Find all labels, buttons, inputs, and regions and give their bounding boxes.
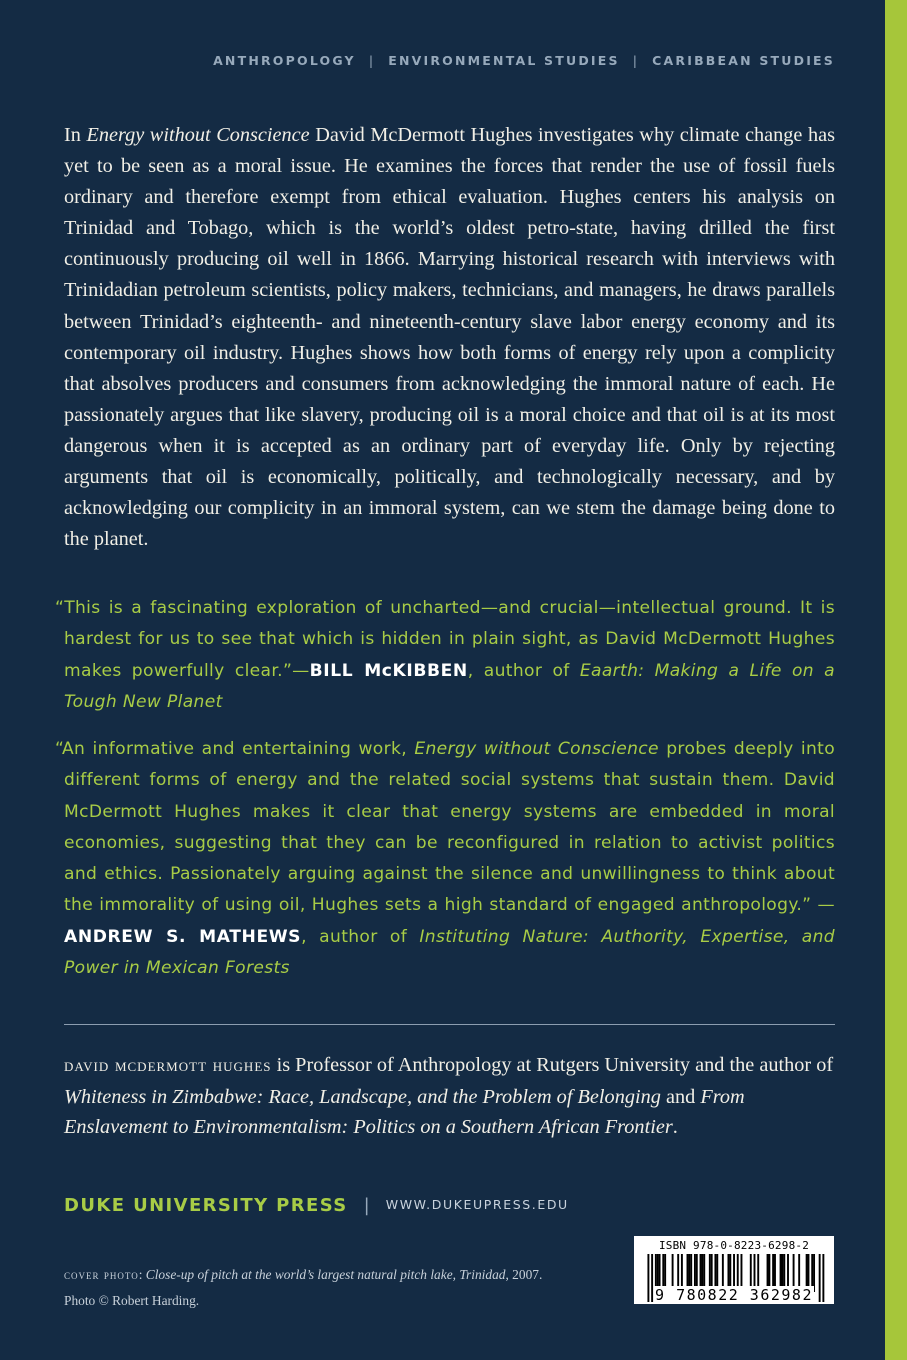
endorser-role: , author of <box>467 660 580 681</box>
publisher-line <box>64 1195 569 1216</box>
author-bio-text: and <box>660 1085 701 1108</box>
author-name: david mcdermott hughes <box>64 1055 272 1076</box>
endorser-role: , author of <box>301 926 420 947</box>
publisher-name: DUKE UNIVERSITY PRESS <box>64 1195 348 1216</box>
endorsement-dash: — <box>817 895 835 916</box>
cover-photo-label: cover photo <box>64 1267 139 1282</box>
isbn-label: ISBN 978-0-8223-6298-2 <box>658 1239 810 1252</box>
barcode-digits-text: 9 780822 362982 <box>655 1286 813 1304</box>
endorsement-mathews <box>55 734 836 984</box>
publisher-url: WWW.DUKEUPRESS.EDU <box>385 1197 569 1212</box>
endorser-name: BILL McKIBBEN <box>309 660 468 681</box>
endorsement-text-start: “An informative and entertaining work, <box>55 739 415 759</box>
category-separator: | <box>368 53 376 68</box>
endorsement-mckibben <box>55 593 835 718</box>
cover-photo-credit <box>64 1262 564 1314</box>
author-bio <box>64 1050 835 1143</box>
endorsement-text-end: probes deeply into different forms of energy and the related social systems that sustain them. David McDermott Hughes makes it clear that energy systems are embedded in moral economies, suggesting that they can be reconfigured in relation to activist politics and ethics. Passionately arguing against the silence and unwillingness to think about the immorality of using oil, Hughes sets a high standard of engaged anthropology.” <box>64 739 836 916</box>
cover-photo-colon: : <box>138 1267 146 1282</box>
book-description <box>64 120 835 555</box>
endorser-name: ANDREW S. MATHEWS <box>64 926 302 947</box>
endorsement-dash: — <box>292 660 310 681</box>
endorser-work-title: Eaarth: Making a Life on a Tough New Planet <box>64 660 835 712</box>
cover-photo-credit-text: , 2007. Photo © Robert Harding. <box>64 1267 543 1308</box>
section-divider <box>64 1024 835 1025</box>
cover-photo-caption: Close-up of pitch at the world’s largest natural pitch lake, Trinidad <box>145 1267 506 1282</box>
author-bio-text: . <box>672 1116 678 1139</box>
endorsement-book-title: Energy without Conscience <box>414 739 659 759</box>
description-intro: In <box>64 124 87 146</box>
endorser-work-title: Instituting Nature: Authority, Expertise, and Power in Mexican Forests <box>64 926 835 979</box>
description-book-title: Energy without Conscience <box>86 124 310 146</box>
endorsement-text: “This is a fascinating exploration of uncharted—and crucial—intellectual ground. It is hardest for us to see that which is hidden in plain sight, as David McDermott Hughes makes powerfully clear.” <box>55 598 835 681</box>
category-anthropology: ANTHROPOLOGY <box>213 53 356 68</box>
isbn-barcode-box <box>634 1236 834 1304</box>
category-caribbean-studies: CARIBBEAN STUDIES <box>652 53 835 68</box>
barcode-digits <box>634 1287 834 1303</box>
description-body: David McDermott Hughes investigates why climate change has yet to be seen as a moral issue. He examines the forces that render the use of fossil fuels ordinary and therefore exempt from ethical evaluation. Hughes centers his analysis on Trinidad and Tobago, which is the world’s oldest petro-state, having drilled the first continuously producing oil well in 1866. Marrying historical research with interviews with Trinidadian petroleum scientists, policy makers, technicians, and managers, he draws parallels between Trinidad’s eighteenth- and nineteenth-century slave labor energy economy and its contemporary oil industry. Hughes shows how both forms of energy rely upon a complicity that absolves producers and consumers from acknowledging the immoral nature of each. He passionately argues that like slavery, producing oil is a moral choice and that oil is at its most dangerous when it is accepted as an ordinary part of everyday life. Only by rejecting arguments that oil is economically, politically, and technologically necessary, and by acknowledging our complicity in an immoral system, can we stem the damage being done to the planet. <box>64 124 835 551</box>
author-work-2: From Enslavement to Environmentalism: Politics on a Southern African Frontier <box>64 1085 745 1139</box>
subject-categories <box>150 53 835 68</box>
author-work-1: Whiteness in Zimbabwe: Race, Landscape, and the Problem of Belonging <box>64 1085 661 1108</box>
category-environmental-studies: ENVIRONMENTAL STUDIES <box>388 53 620 68</box>
publisher-separator: | <box>363 1195 370 1216</box>
author-bio-text: is Professor of Anthropology at Rutgers University and the author of <box>271 1054 834 1076</box>
category-separator: | <box>632 53 640 68</box>
spine-color-strip <box>885 0 907 1360</box>
